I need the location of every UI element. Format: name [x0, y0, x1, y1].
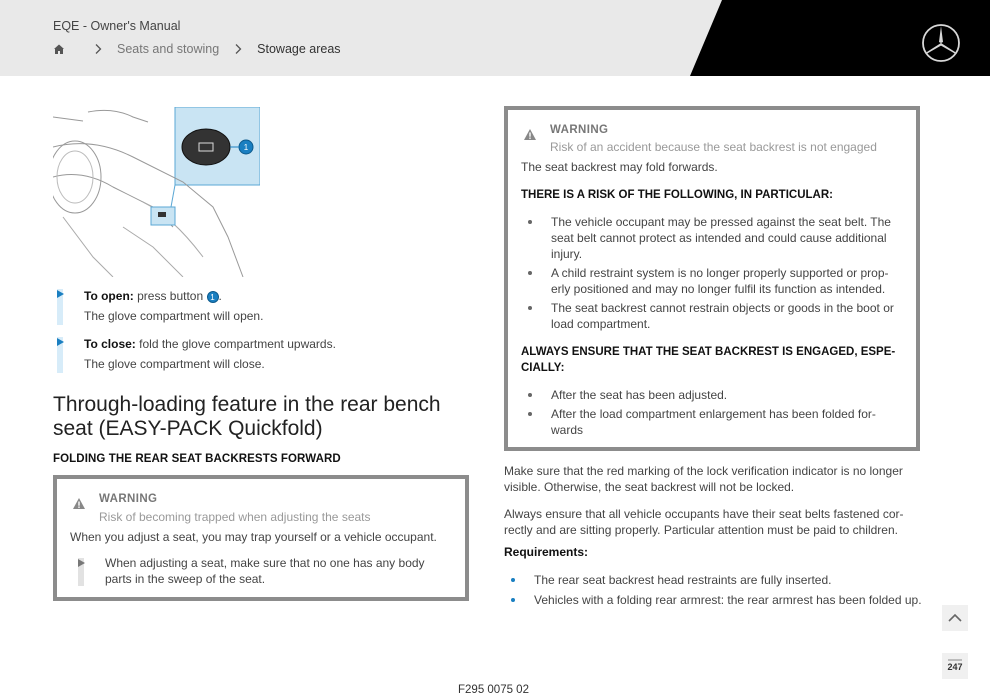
list-item: A child restraint system is no longer properly supported or prop- erly positioned and may no longer fulfil its function as intended. [521, 265, 901, 297]
warning-subtitle: Risk of becoming trapped when adjusting the seats [99, 510, 371, 524]
warning-subtitle: Risk of an accident because the seat backrest is not engaged [550, 140, 877, 154]
home-icon[interactable] [53, 43, 65, 55]
chevron-right-icon [93, 43, 103, 55]
warning-text: The seat backrest may fold forwards. [521, 160, 718, 174]
page-number-button[interactable] [942, 653, 968, 679]
step-close-result: The glove compartment will close. [84, 357, 265, 371]
breadcrumb-item-seats[interactable]: Seats and stowing [117, 42, 220, 56]
warning-step [74, 555, 434, 587]
warning-box-backrest [504, 106, 920, 451]
list-item: The seat backrest cannot restrain objects or goods in the boot or load compartment. [521, 300, 901, 332]
step-close [53, 334, 463, 374]
step-open-label: To open: [84, 289, 134, 303]
app-title: EQE - Owner's Manual [53, 19, 181, 33]
requirements-label: Requirements: [504, 545, 589, 559]
breadcrumb-item-current: Stowage areas [257, 42, 341, 56]
callout-badge: 1 [207, 291, 219, 303]
step-open-result: The glove compartment will open. [84, 309, 264, 323]
step-close-text: fold the glove compartment upwards. [139, 337, 336, 351]
page-icon [942, 653, 968, 679]
step-open-text: press button [137, 289, 204, 303]
warning-triangle-icon [523, 128, 537, 141]
image-code: F295 0075 02 [458, 684, 529, 696]
lock-indicator-paragraph: Make sure that the red marking of the lock verification indicator is no longer visible. Otherwise, the seat backrest will not be locked. [504, 464, 903, 494]
section-subtitle: FOLDING THE REAR SEAT BACKRESTS FORWARD [53, 453, 341, 465]
warning-box-trapped [53, 475, 469, 601]
warning-heading-ensure: ALWAYS ENSURE THAT THE SEAT BACKREST IS ENGAGED, ESPE- CIALLY: [521, 346, 896, 374]
list-item: After the load compartment enlargement has been folded for- wards [521, 406, 901, 438]
step-open [53, 286, 463, 326]
requirements-list [504, 572, 944, 608]
ensure-list [521, 387, 901, 438]
list-item: The vehicle occupant may be pressed against the seat belt. The seat belt cannot protect as intended and could cause additional injury. [521, 214, 901, 262]
step-arrow-icon [57, 290, 64, 298]
breadcrumb [53, 42, 341, 56]
step-close-label: To close: [84, 337, 136, 351]
mercedes-star-logo[interactable] [921, 23, 961, 63]
chevron-right-icon [233, 43, 243, 55]
warning-title: WARNING [99, 493, 158, 505]
step-arrow-icon [57, 338, 64, 346]
glove-compartment-steps [53, 286, 463, 374]
list-item: Vehicles with a folding rear armrest: the rear armrest has been folded up. [504, 592, 944, 608]
step-arrow-icon [78, 559, 85, 567]
list-item: The rear seat backrest head restraints are fully inserted. [504, 572, 944, 588]
glove-compartment-illustration [53, 107, 260, 277]
section-title: Through-loading feature in the rear bench seat (EASY-PACK Quickfold) [53, 393, 441, 440]
risk-list [521, 214, 901, 332]
chevron-up-icon [942, 605, 968, 631]
warning-triangle-icon [72, 497, 86, 510]
warning-text: When you adjust a seat, you may trap yourself or a vehicle occupant. [70, 530, 437, 544]
page-number-label: 247 [947, 662, 963, 672]
warning-step-text: When adjusting a seat, make sure that no one has any body parts in the sweep of the seat. [105, 556, 425, 586]
step-open-period: . [218, 289, 222, 303]
seat-belt-paragraph: Always ensure that all vehicle occupants have their seat belts fastened cor- rectly and are sitting properly. Particular attention must be paid to children. [504, 507, 904, 537]
scroll-to-top-button[interactable] [942, 605, 968, 631]
warning-title: WARNING [550, 124, 609, 136]
callout-number: 1 [243, 143, 249, 152]
warning-heading-risk: THERE IS A RISK OF THE FOLLOWING, IN PARTICULAR: [521, 189, 833, 201]
list-item: After the seat has been adjusted. [521, 387, 901, 403]
